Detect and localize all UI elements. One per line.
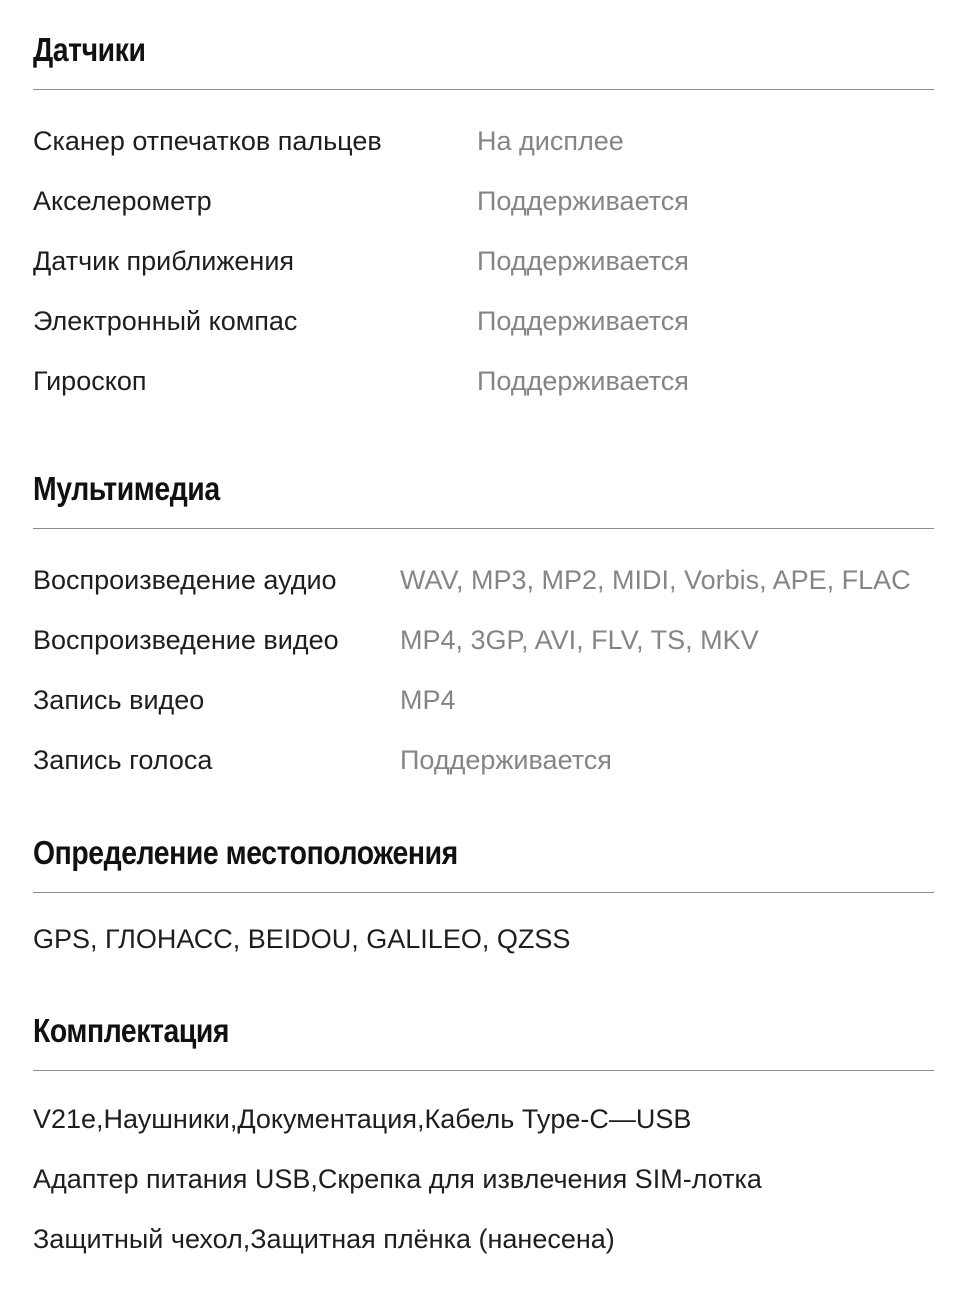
spec-row-video-recording [33,680,960,720]
spec-row-compass [33,301,960,341]
spec-value: MP4 [400,685,456,715]
location-systems-text: GPS, ГЛОНАСС, BEIDOU, GALILEO, QZSS [33,924,571,954]
package-line: Защитный чехол,Защитная плёнка (нанесена) [33,1224,615,1254]
spec-label: Сканер отпечатков пальцев [33,126,382,156]
spec-label: Запись голоса [33,745,213,775]
package-title: Комплектация [33,1012,230,1049]
sensors-title: Датчики [33,31,146,68]
spec-label: Электронный компас [33,306,298,336]
spec-label: Воспроизведение видео [33,625,339,655]
spec-label: Датчик приближения [33,246,295,276]
spec-value: Поддерживается [477,366,689,396]
spec-value: На дисплее [477,126,624,156]
spec-value: Поддерживается [477,306,689,336]
location-title: Определение местоположения [33,834,458,871]
spec-row-proximity [33,241,960,281]
package-line: V21e,Наушники,Документация,Кабель Type-C—USB [33,1104,692,1134]
package-divider [33,1070,934,1071]
spec-label: Запись видео [33,685,205,715]
spec-value: Поддерживается [400,745,612,775]
package-line: Адаптер питания USB,Скрепка для извлечения SIM-лотка [33,1164,762,1194]
spec-row-video-playback [33,620,960,660]
spec-label: Воспроизведение аудио [33,565,337,595]
sensors-divider [33,89,934,90]
spec-label: Акселерометр [33,186,212,216]
spec-row-voice-recording [33,740,960,780]
spec-label: Гироскоп [33,366,147,396]
spec-row-audio-playback [33,560,960,600]
multimedia-title: Мультимедиа [33,470,220,507]
spec-value: Поддерживается [477,246,689,276]
spec-row-accelerometer [33,181,960,221]
location-divider [33,892,934,893]
spec-value: Поддерживается [477,186,689,216]
spec-value: MP4, 3GP, AVI, FLV, TS, MKV [400,625,759,655]
spec-row-fingerprint [33,121,960,161]
spec-value: WAV, MP3, MP2, MIDI, Vorbis, APE, FLAC [400,565,911,595]
multimedia-divider [33,528,934,529]
spec-row-gyroscope [33,361,960,401]
